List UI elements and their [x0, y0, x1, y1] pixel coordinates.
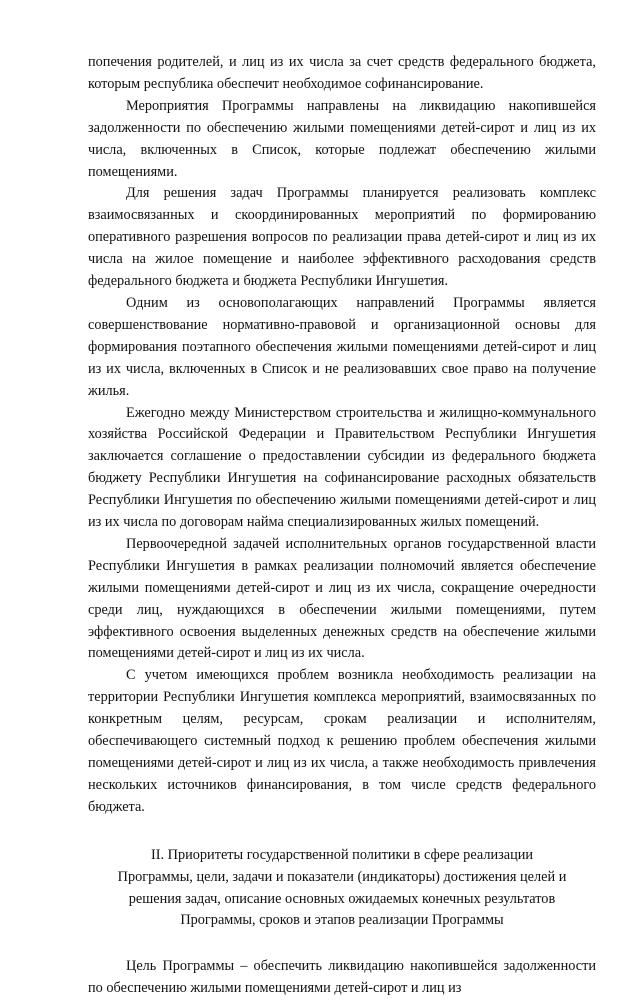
- paragraph-continuation: попечения родителей, и лиц из их числа за счет средств федерального бюджета, которым республика обеспечит необходимое софинансирование.: [88, 54, 596, 92]
- paragraph-main-direction: Одним из основополагающих направлений Программы является совершенствование нормативно-правовой и организационной основы для формирования поэтапного обеспечения жилыми помещениями детей-сирот и лиц из их числа, включенных в Список и не реализовавших свое право на получение жилья.: [88, 294, 596, 399]
- paragraph-primary-task: Первоочередной задачей исполнительных органов государственной власти Республики Ингушетия в рамках реализации полномочий является обеспечение жилыми помещениями детей-сирот и лиц из их числа, сокращение очередности среди лиц, нуждающихся в обеспечении жилыми помещениями, путем эффективного освоения выделенных денежных средств на обеспечение жилыми помещениями детей-сирот и лиц из их числа.: [88, 535, 596, 662]
- paragraph-program-goal: Цель Программы – обеспечить ликвидацию накопившейся задолженности по обеспечению жилыми помещениями детей-сирот и лиц из: [88, 958, 596, 997]
- paragraph-necessity: С учетом имеющихся проблем возникла необходимость реализации на территории Республики Ингушетия комплекса мероприятий, взаимосвязанных по конкретным целям, ресурсам, срокам реализации и исполнителям, обеспечивающего системный подход к решению проблем обеспечения жилыми помещениями детей-сирот и лиц из их числа, а также необходимость привлечения нескольких источников финансирования, в том числе средств федерального бюджета.: [88, 667, 596, 815]
- paragraph-program-activities: Мероприятия Программы направлены на ликвидацию накопившейся задолженности по обеспечению жилыми помещениями детей-сирот и лиц из их числа, включенных в Список, которые подлежат обеспечению жилыми помещениями.: [88, 97, 596, 180]
- section-heading-line-2: Программы, цели, задачи и показатели (индикаторы) достижения целей и: [117, 868, 567, 885]
- section-heading-line-1: II. Приоритеты государственной политики в сфере реализации: [150, 846, 534, 863]
- section-heading-line-3: решения задач, описание основных ожидаемых конечных результатов: [128, 890, 556, 907]
- paragraph-program-tasks: Для решения задач Программы планируется реализовать комплекс взаимосвязанных и скоординированных мероприятий по формированию оперативного разрешения вопросов по реализации права детей-сирот и лиц из их числа на жилое помещение и наиболее эффективного расходования средств федерального бюджета и бюджета Республики Ингушетия.: [88, 185, 596, 290]
- section-heading-line-4: Программы, сроков и этапов реализации Программы: [180, 912, 504, 929]
- paragraph-annual-agreement: Ежегодно между Министерством строительства и жилищно-коммунального хозяйства Российской Федерации и Правительством Республики Ингушетия заключается соглашение о предоставлении субсидии из федерального бюджета бюджету Республики Ингушетия на софинансирование расходных обязательств Республики Ингушетия по обеспечению жилыми помещениями детей-сирот и лиц из их числа по договорам найма специализированных жилых помещений.: [88, 404, 596, 531]
- section-heading: [88, 845, 596, 933]
